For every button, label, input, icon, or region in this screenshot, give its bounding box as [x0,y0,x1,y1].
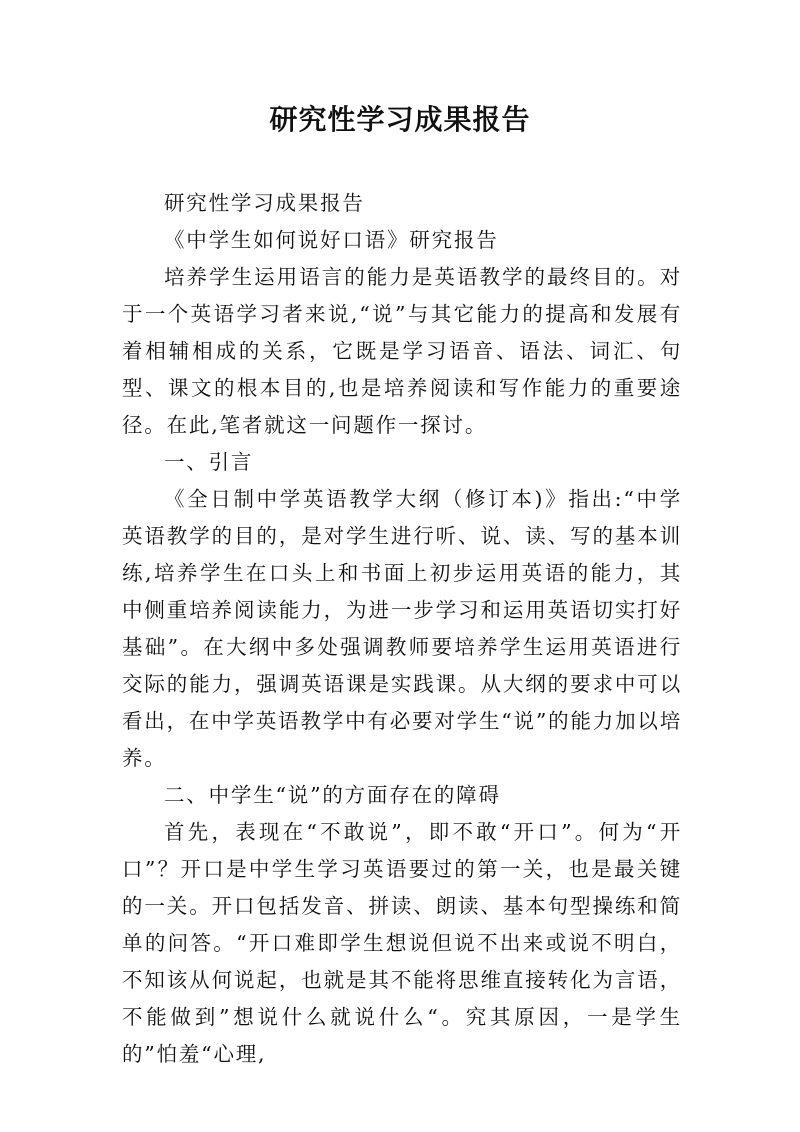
subtitle-paragraph: 研究性学习成果报告 [164,191,365,215]
intro-paragraph: 培养学生运用语言的能力是英语教学的最终目的。对于一个英语学习者来说,“说”与其它能力的提高和发展有着相辅相成的关系，它既是学习语音、语法、词汇、句型、课文的根本目的,也是培养阅读和写作能力的重要途径。在此,笔者就这一问题作一探讨。 [122,265,682,437]
report-title-paragraph: 《中学生如何说好口语》研究报告 [164,228,499,252]
section-heading-introduction: 一、引言 [164,450,254,474]
section-heading-obstacles: 二、中学生“说”的方面存在的障碍 [164,783,501,807]
document-title: 研究性学习成果报告 [269,103,531,136]
obstacles-paragraph: 首先，表现在“不敢说”，即不敢“开口”。何为“开口”？开口是中学生学习英语要过的第一关，也是最关键的一关。开口包括发音、拼读、朗读、基本句型操练和简单的问答。“开口难即学生想说但说不出来或说不明白，不知该从何说起，也就是其不能将思维直接转化为言语，不能做到”想说什么就说什么“。究其原因，一是学生的”怕羞“心理, [122,820,682,1066]
syllabus-paragraph: 《全日制中学英语教学大纲（修订本)》指出:“中学英语教学的目的，是对学生进行听、说、读、写的基本训练,培养学生在口头上和书面上初步运用英语的能力，其中侧重培养阅读能力，为进一步学习和运用英语切实打好基础”。在大纲中多处强调教师要培养学生运用英语进行交际的能力，强调英语课是实践课。从大纲的要求中可以看出，在中学英语教学中有必要对学生“说”的能力加以培养。 [122,487,682,770]
document-body [122,185,682,1073]
